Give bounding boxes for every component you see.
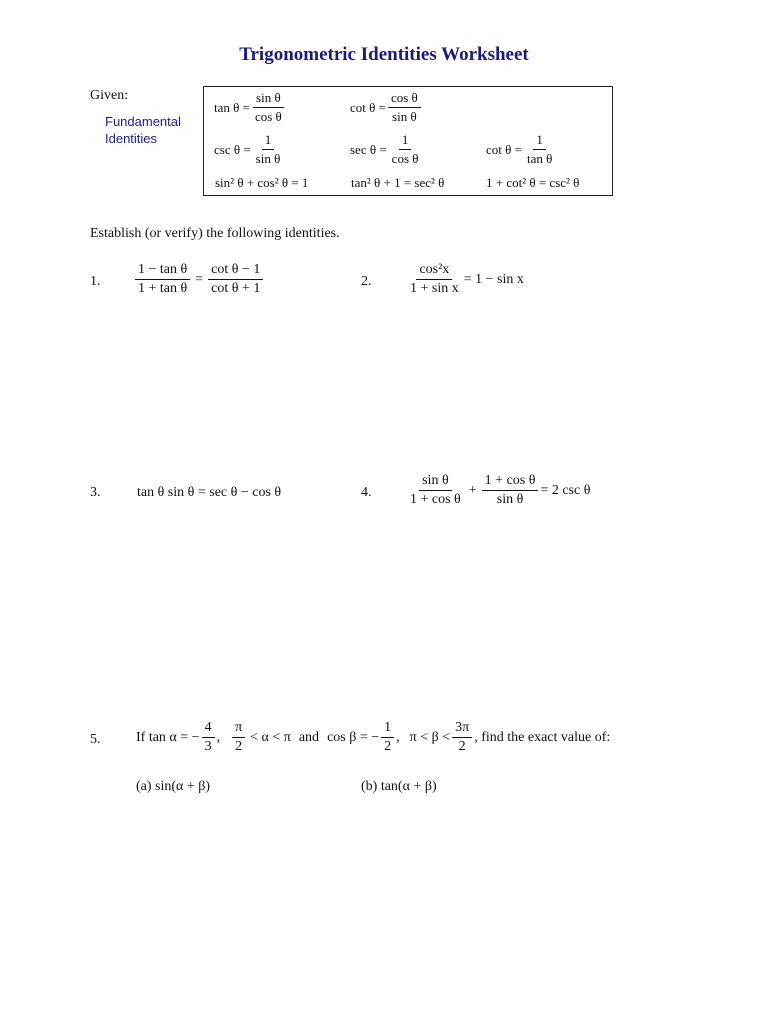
p4-f1den: 1 + cos θ xyxy=(410,492,461,507)
given-label: Given: xyxy=(90,88,129,103)
fundamental-identities-label xyxy=(105,113,181,147)
pythagorean-identity-2: tan² θ + 1 = sec² θ xyxy=(351,175,445,190)
problem-4-number: 4. xyxy=(361,485,372,500)
p4-f1num: sin θ xyxy=(419,473,452,491)
problem-3-expression: tan θ sin θ = sec θ − cos θ xyxy=(137,485,282,500)
tan-lhs: tan θ = xyxy=(214,99,250,115)
csc-lhs: csc θ = xyxy=(214,141,251,157)
p5-cond2-fraction xyxy=(452,720,472,755)
csc-fraction xyxy=(253,132,284,167)
p4-fraction-2 xyxy=(482,473,539,508)
sec-den: cos θ xyxy=(391,151,419,166)
sec-fraction xyxy=(389,132,422,167)
cot-num: cos θ xyxy=(388,90,421,108)
p4-f2den: sin θ xyxy=(496,492,524,507)
problem-1-expression: $\frac{\text{1 − tan θ}}{\text{1 + tan θ}}$ = $\frac{\text{cot θ − 1}}{\text{cot θ + 1}}$ xyxy=(133,262,265,297)
cot2-lhs: cot θ = xyxy=(486,141,522,157)
p5-cond1-den: 2 xyxy=(235,739,243,754)
p5-cond1-fraction xyxy=(232,720,245,755)
p2-fden: 1 + sin x xyxy=(410,281,459,296)
problem-3-number: 3. xyxy=(90,485,101,500)
fundamental-label-line1: Fundamental xyxy=(105,114,181,129)
p1-right-fraction xyxy=(208,262,263,297)
cot-reciprocal-identity xyxy=(486,132,557,167)
tan-num: sin θ xyxy=(253,90,284,108)
instruction-text: Establish (or verify) the following identities. xyxy=(90,226,340,241)
p5-fraction-2 xyxy=(381,720,394,755)
p5-fraction-1 xyxy=(202,720,215,755)
p5-frac1-num: 4 xyxy=(202,720,215,738)
sec-num: 1 xyxy=(399,132,412,150)
p1-lnum: 1 − tan θ xyxy=(135,262,190,280)
p5-cond1-rest: < α < π xyxy=(250,729,291,745)
p4-rhs: = 2 csc θ xyxy=(540,482,591,498)
p1-rden: cot θ + 1 xyxy=(211,281,261,296)
csc-identity xyxy=(214,132,285,167)
tan-identity xyxy=(214,90,287,125)
cot2-num: 1 xyxy=(533,132,546,150)
csc-den: sin θ xyxy=(255,151,281,166)
p5-if: If tan α = − xyxy=(136,729,200,745)
problem-4-expression: $\frac{\text{sin θ}}{\text{1 + cos θ}}$ + $\frac{\text{1 + cos θ}}{\text{sin θ}}$ = 2 csc θ xyxy=(405,473,590,508)
pythagorean-identity-3: 1 + cot² θ = csc² θ xyxy=(486,175,580,190)
p4-fraction-1 xyxy=(407,473,464,508)
sec-identity xyxy=(350,132,423,167)
problem-5a: (a) sin(α + β) xyxy=(136,779,211,794)
problem-2-number: 2. xyxy=(361,274,372,289)
cot2-den: tan θ xyxy=(526,151,553,166)
p5-cond2-num: 3π xyxy=(452,720,472,738)
cot-lhs: cot θ = xyxy=(350,99,386,115)
p1-rnum: cot θ − 1 xyxy=(208,262,263,280)
problem-1-number: 1. xyxy=(90,274,101,289)
tan-den: cos θ xyxy=(254,109,282,124)
p5-frac1-den: 3 xyxy=(204,739,212,754)
problem-2-expression xyxy=(405,262,524,297)
p5-frac2-den: 2 xyxy=(384,739,392,754)
p5-cos: cos β = − xyxy=(327,729,380,745)
cot-fraction xyxy=(388,90,421,125)
p1-left-fraction xyxy=(135,262,190,297)
p4-f2num: 1 + cos θ xyxy=(482,473,539,491)
p5-and: and xyxy=(298,729,320,745)
p5-cond2-pre: π < β < xyxy=(409,729,451,745)
tan-fraction xyxy=(252,90,285,125)
problem-5-statement: If tan α = − $\frac{4}{3}$ , $\frac{\pi}{2}$ < α < π and cos β = − $\frac{1}{2}$ , π < β < $\frac{3\pi}{2}$ , find the exact value of: xyxy=(136,720,611,754)
p2-rhs: = 1 − sin x xyxy=(463,271,524,287)
csc-num: 1 xyxy=(262,132,275,150)
sec-lhs: sec θ = xyxy=(350,141,387,157)
p5-cond1-num: π xyxy=(232,720,245,738)
p5-frac2-num: 1 xyxy=(381,720,394,738)
p5-tail: , find the exact value of: xyxy=(474,729,611,745)
worksheet-title: Trigonometric Identities Worksheet xyxy=(239,44,529,65)
problem-5-number: 5. xyxy=(90,732,101,747)
cot-identity xyxy=(350,90,423,125)
p2-fraction xyxy=(407,262,462,297)
cot-den: sin θ xyxy=(392,109,417,124)
problem-5b: (b) tan(α + β) xyxy=(361,779,437,794)
p2-fnum: cos²x xyxy=(416,262,452,280)
p5-cond2-den: 2 xyxy=(458,739,466,754)
pythagorean-identity-1: sin² θ + cos² θ = 1 xyxy=(215,175,309,190)
cot2-fraction xyxy=(524,132,555,167)
fundamental-label-line2: Identities xyxy=(105,131,158,146)
p1-lden: 1 + tan θ xyxy=(138,281,188,296)
